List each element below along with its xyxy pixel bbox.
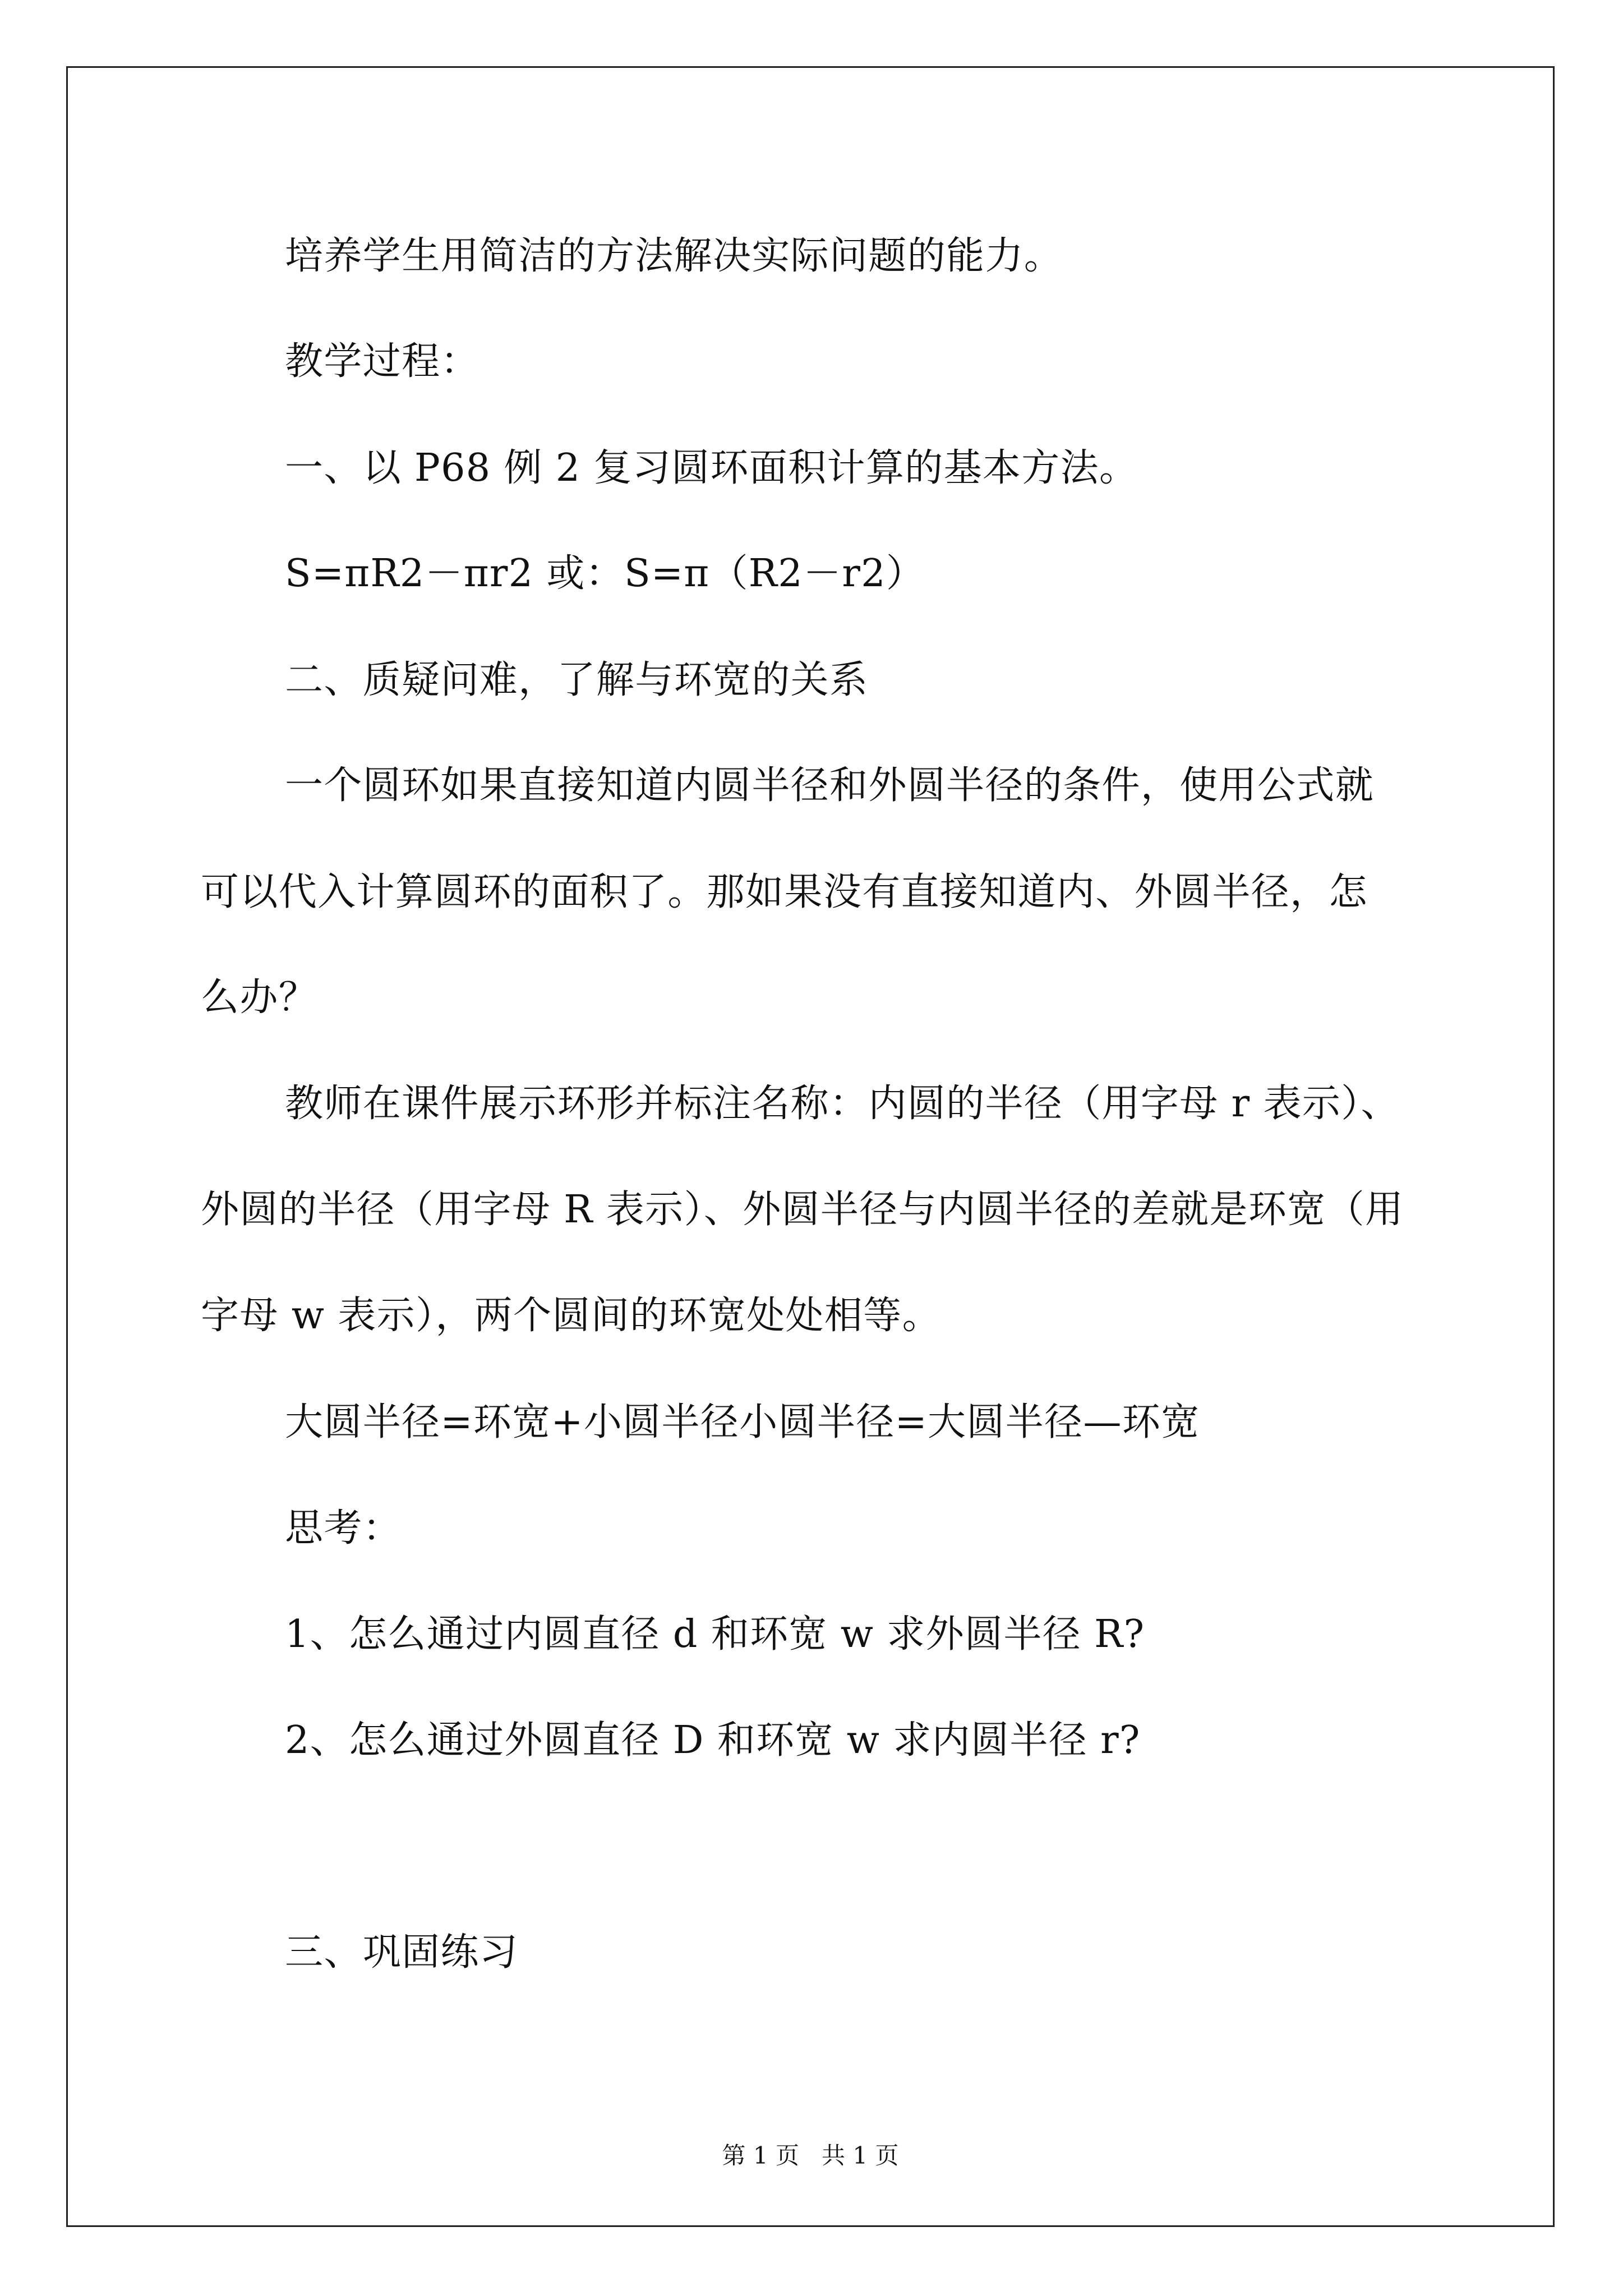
heading-think: 思考： bbox=[285, 1506, 402, 1550]
paragraph-line: 教师在课件展示环形并标注名称：内圆的半径（用字母 r 表示）、 bbox=[285, 1082, 1400, 1126]
section-heading-review: 一、以 P68 例 2 复习圆环面积计算的基本方法。 bbox=[285, 446, 1138, 490]
paragraph-line: 字母 w 表示），两个圆间的环宽处处相等。 bbox=[201, 1294, 941, 1338]
question-item: 2、怎么通过外圆直径 D 和环宽 w 求内圆半径 r? bbox=[285, 1718, 1141, 1763]
heading-teaching-process: 教学过程： bbox=[285, 339, 479, 384]
relationship-line: 大圆半径=环宽+小圆半径小圆半径=大圆半径—环宽 bbox=[285, 1400, 1200, 1444]
paragraph-line: 么办？ bbox=[201, 976, 318, 1020]
page-frame bbox=[66, 66, 1555, 2227]
paragraph-line: 可以代入计算圆环的面积了。那如果没有直接知道内、外圆半径，怎 bbox=[201, 870, 1368, 914]
formula-line: S=πR2－πr2 或：S=π（R2－r2） bbox=[285, 551, 925, 596]
section-heading-practice: 三、巩固练习 bbox=[285, 1930, 519, 1975]
page-number: 第 1 页 共 1 页 bbox=[722, 2142, 899, 2169]
question-item: 1、怎么通过内圆直径 d 和环宽 w 求外圆半径 R? bbox=[285, 1612, 1145, 1657]
paragraph-line: 一个圆环如果直接知道内圆半径和外圆半径的条件，使用公式就 bbox=[285, 763, 1375, 808]
document-body bbox=[68, 68, 1553, 2225]
paragraph-line: 外圆的半径（用字母 R 表示）、外圆半径与内圆半径的差就是环宽（用 bbox=[201, 1188, 1404, 1232]
paragraph-goal: 培养学生用简洁的方法解决实际问题的能力。 bbox=[285, 234, 1063, 278]
section-heading-question: 二、质疑问难，了解与环宽的关系 bbox=[285, 658, 869, 702]
